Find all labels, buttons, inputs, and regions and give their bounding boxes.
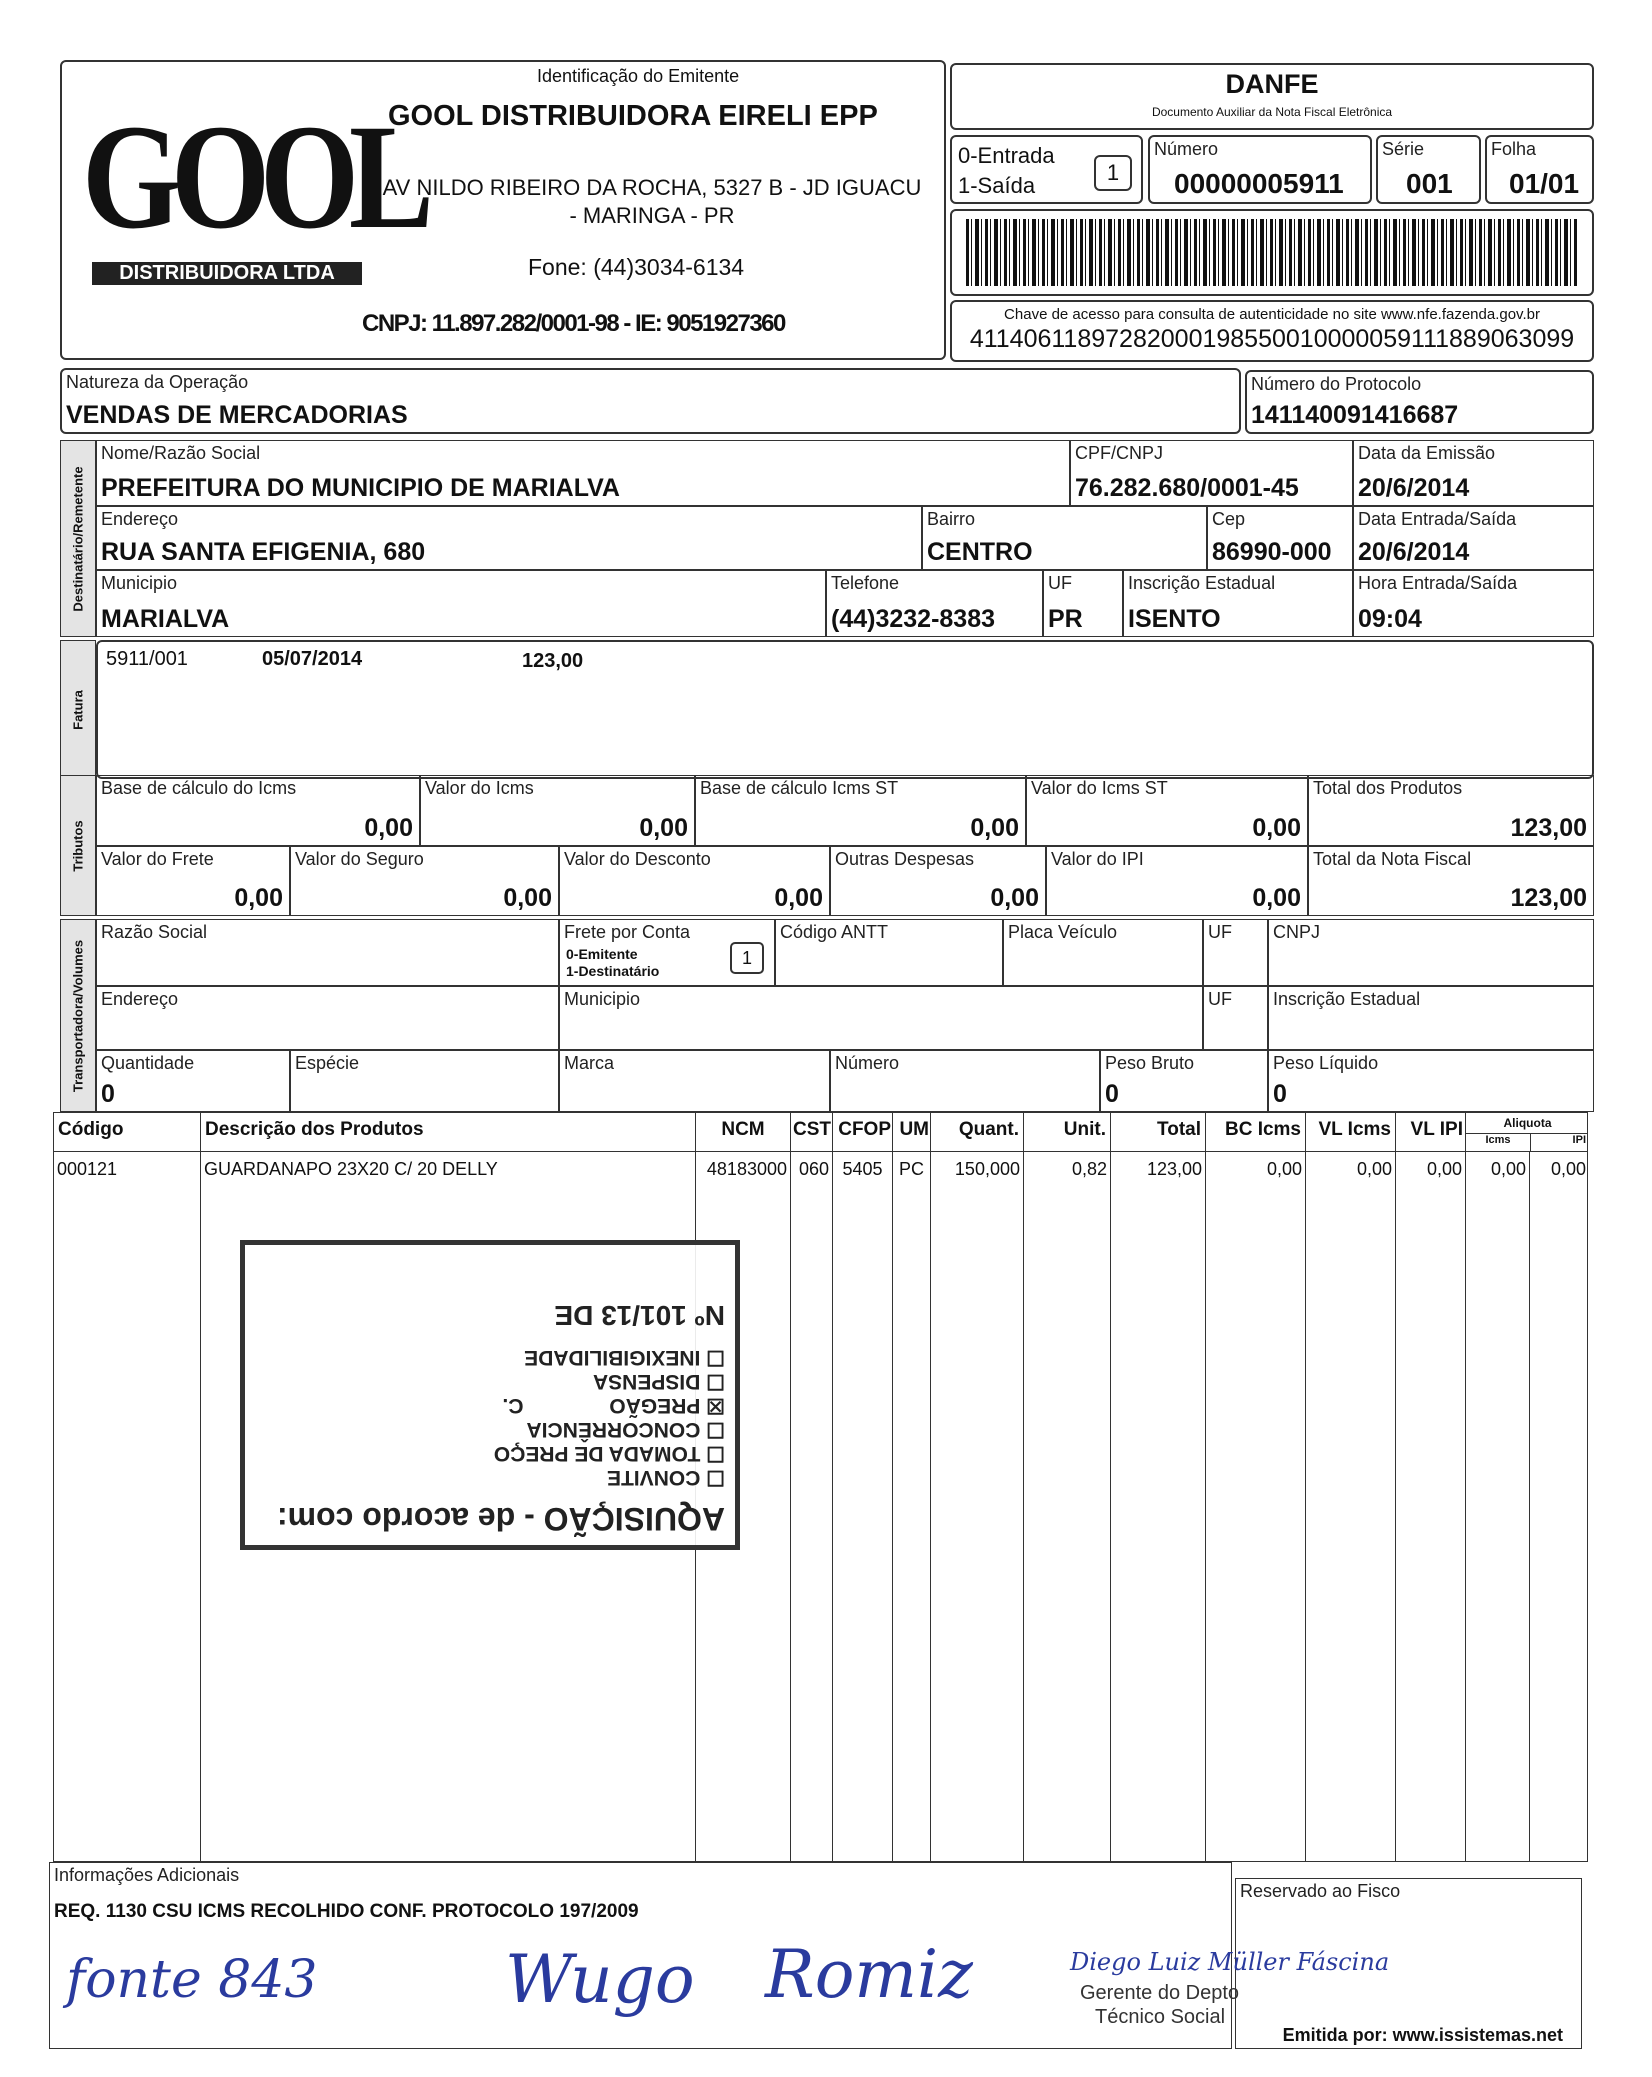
gool-logo	[82, 92, 424, 322]
emitente-address	[372, 174, 932, 230]
label: Frete por Conta	[564, 922, 691, 942]
signature: Romiz	[765, 1936, 973, 2013]
entrada-cell	[1353, 506, 1594, 570]
label: Número	[835, 1053, 900, 1073]
signature-name: Diego Luiz Müller Fáscina	[1070, 1948, 1390, 1976]
saida-label: 1-Saída	[958, 173, 1036, 198]
col-header: Código	[54, 1113, 201, 1151]
fisco-label: Reservado ao Fisco	[1240, 1881, 1401, 1901]
natureza-label: Natureza da Operação	[66, 372, 249, 392]
telefone-cell	[826, 570, 1043, 637]
marca-cell	[559, 1050, 830, 1112]
danfe-title-box	[950, 63, 1594, 130]
acquisition-stamp	[240, 1240, 740, 1550]
folha-value: 01/01	[1509, 168, 1580, 199]
aliq-ipi-label: IPI	[1572, 1134, 1586, 1146]
option-label: CONVITE	[606, 1466, 701, 1489]
value: CENTRO	[927, 538, 1033, 566]
cell-vl-ipi: 0,00	[1396, 1151, 1466, 1861]
label: Quantidade	[101, 1053, 195, 1073]
uf-transp2-cell	[1203, 986, 1268, 1050]
serie-value: 001	[1406, 168, 1453, 199]
municipio-transp-cell	[559, 986, 1203, 1050]
value: 20/6/2014	[1358, 474, 1470, 502]
folha-box	[1485, 135, 1594, 204]
value: 76.282.680/0001-45	[1075, 474, 1299, 502]
value: (44)3232-8383	[831, 605, 996, 633]
quantidade-cell	[96, 1050, 290, 1112]
tipo-value: 1	[1094, 155, 1132, 191]
cell-aliq-ipi: 0,00	[1550, 1159, 1586, 1179]
logo-text: GOOL	[82, 94, 424, 260]
value: 123,00	[1510, 814, 1587, 842]
label: Municipio	[101, 573, 178, 593]
value: ISENTO	[1128, 605, 1221, 633]
cell-bc-icms: 0,00	[1206, 1151, 1306, 1861]
stamp-option: ☐ CONVITE	[606, 1466, 725, 1489]
protocolo-label: Número do Protocolo	[1251, 374, 1422, 394]
outras-despesas-cell	[830, 846, 1046, 916]
label: Cep	[1212, 509, 1246, 529]
value: 123,00	[1510, 884, 1587, 912]
ie-cell	[1123, 570, 1353, 637]
destinatario-side-label	[60, 440, 96, 637]
label: Valor do Icms ST	[1031, 778, 1168, 798]
cell-vl-icms: 0,00	[1306, 1151, 1396, 1861]
value: 20/6/2014	[1358, 538, 1470, 566]
side-text: Fatura	[70, 689, 86, 730]
protocolo-value: 141140091416687	[1251, 401, 1459, 429]
placa-cell	[1003, 919, 1203, 986]
chave-value: 41140611897282000198550010000059111889063099	[969, 325, 1575, 353]
aliq-icms-label: Icms	[1466, 1134, 1531, 1151]
label: Valor do Seguro	[295, 849, 424, 869]
endereco-cell	[96, 506, 922, 570]
emitida-por: Emitida por: www.issistemas.net	[1282, 2025, 1563, 2045]
aliquota-label: Aliquota	[1466, 1113, 1588, 1134]
label: UF	[1208, 922, 1232, 942]
option-label: DISPENSA	[592, 1370, 701, 1393]
entrada-label: 0-Entrada	[958, 143, 1055, 168]
label: Peso Bruto	[1105, 1053, 1195, 1073]
label: Data da Emissão	[1358, 443, 1496, 463]
chave-label: Chave de acesso para consulta de autenticidade no site www.nfe.fazenda.gov.br	[1004, 306, 1540, 323]
side-text: Transportadora/Volumes	[70, 939, 86, 1092]
frete-conta-cell	[559, 919, 775, 986]
emitente-box	[60, 60, 946, 360]
natureza-box	[60, 368, 1241, 434]
label: Valor do Frete	[101, 849, 214, 869]
stamp-option: ☐ TOMADA DE PREÇO	[493, 1442, 725, 1465]
value: 0,00	[234, 884, 283, 912]
col-header: Descrição dos Produtos	[201, 1113, 696, 1151]
side-text: Tributos	[70, 819, 86, 872]
ie-transp-cell	[1268, 986, 1594, 1050]
value: 0,00	[990, 884, 1039, 912]
total-produtos-cell	[1308, 775, 1594, 846]
stamp-option: ☐ DISPENSA	[592, 1370, 725, 1393]
label: Municipio	[564, 989, 641, 1009]
fatura-vencimento: 05/07/2014	[262, 648, 363, 670]
label: Espécie	[295, 1053, 360, 1073]
especie-cell	[290, 1050, 559, 1112]
barcode-box	[950, 209, 1594, 296]
barcode	[966, 219, 1578, 286]
cell-cfop: 5405	[833, 1151, 893, 1861]
info-label: Informações Adicionais	[54, 1865, 240, 1885]
logo-subtext: DISTRIBUIDORA LTDA	[92, 262, 362, 285]
label: Placa Veículo	[1008, 922, 1118, 942]
signature-title: Gerente do Depto	[1080, 1982, 1239, 2004]
value: RUA SANTA EFIGENIA, 680	[101, 538, 426, 566]
valor-icms-st-cell	[1026, 775, 1308, 846]
value: MARIALVA	[101, 605, 230, 633]
frete-option: 0-Emitente	[566, 946, 638, 962]
frete-option: 1-Destinatário	[566, 963, 660, 979]
stamp-option: ☒ PREGÃO C.	[502, 1394, 725, 1417]
col-header: VL Icms	[1306, 1113, 1396, 1151]
value: 09:04	[1358, 605, 1422, 633]
cep-cell	[1207, 506, 1353, 570]
label: Outras Despesas	[835, 849, 975, 869]
peso-bruto-cell	[1100, 1050, 1268, 1112]
cell-aliq-icms: 0,00	[1466, 1151, 1530, 1861]
value: 0,00	[503, 884, 552, 912]
numero-transp-cell	[830, 1050, 1100, 1112]
col-header: Total	[1111, 1113, 1206, 1151]
label: UF	[1048, 573, 1072, 593]
col-header: Unit.	[1024, 1113, 1111, 1151]
fatura-numero: 5911/001	[106, 648, 188, 670]
col-header: CFOP	[833, 1113, 893, 1151]
fatura-side-label	[60, 640, 96, 779]
label: Endereço	[101, 509, 179, 529]
label: Hora Entrada/Saída	[1358, 573, 1518, 593]
frete-cell	[96, 846, 290, 916]
tipo-box	[950, 135, 1143, 204]
emitente-name: GOOL DISTRIBUIDORA EIRELI EPP	[388, 100, 878, 132]
total-nota-cell	[1308, 846, 1594, 916]
serie-box	[1376, 135, 1481, 204]
protocolo-box	[1245, 370, 1594, 434]
stamp-option: ☐ INEXIGIBILIDADE	[524, 1346, 725, 1369]
folha-label: Folha	[1491, 139, 1537, 159]
signature: Wugo	[505, 1941, 695, 2018]
emitente-phone: Fone: (44)3034-6134	[528, 254, 745, 280]
chave-box	[950, 300, 1594, 362]
cell-ncm: 48183000	[696, 1151, 791, 1861]
label: Base de cálculo Icms ST	[700, 778, 899, 798]
numero-label: Número	[1154, 139, 1219, 159]
label: Inscrição Estadual	[1273, 989, 1421, 1009]
danfe-subtitle: Documento Auxiliar da Nota Fiscal Eletrônica	[1151, 105, 1393, 119]
label: Razão Social	[101, 922, 208, 942]
valor-icms-cell	[420, 775, 695, 846]
label: UF	[1208, 989, 1232, 1009]
signature-title: Técnico Social	[1095, 2006, 1226, 2028]
endereco-transp-cell	[96, 986, 559, 1050]
fatura-box	[96, 640, 1594, 779]
nome-cell	[96, 440, 1070, 506]
label: Marca	[564, 1053, 615, 1073]
municipio-cell	[96, 570, 826, 637]
option-label: CONCORRÊNCIA	[526, 1418, 701, 1441]
bc-icms-st-cell	[695, 775, 1026, 846]
col-header: CST	[791, 1113, 833, 1151]
emitente-cnpj: CNPJ: 11.897.282/0001-98 - IE: 9051927360	[362, 310, 785, 337]
label: Endereço	[101, 989, 179, 1009]
label: Bairro	[927, 509, 976, 529]
value: 86990-000	[1212, 538, 1332, 566]
danfe-title: DANFE	[1225, 69, 1319, 99]
col-header: Quant.	[931, 1113, 1024, 1151]
cnpj-transp-cell	[1268, 919, 1594, 986]
option-label: PREGÃO	[609, 1394, 701, 1417]
label: Código ANTT	[780, 922, 889, 942]
cnpj-cell	[1070, 440, 1353, 506]
emitente-label: Identificação do Emitente	[537, 66, 740, 86]
label: Data Entrada/Saída	[1358, 509, 1517, 529]
value: 0,00	[639, 814, 688, 842]
info-text: REQ. 1130 CSU ICMS RECOLHIDO CONF. PROTOCOLO 197/2009	[54, 1901, 639, 1922]
value: 0,00	[1252, 814, 1301, 842]
numero-value: 00000005911	[1174, 168, 1344, 199]
razao-cell	[96, 919, 559, 986]
uf-cell	[1043, 570, 1123, 637]
label: Total da Nota Fiscal	[1313, 849, 1472, 869]
antt-cell	[775, 919, 1003, 986]
tributos-side-label	[60, 775, 96, 916]
label: CNPJ	[1273, 922, 1321, 942]
stamp-numero: Nº 101/13 DE	[554, 1300, 725, 1331]
value: 0,00	[774, 884, 823, 912]
label: Peso Líquido	[1273, 1053, 1379, 1073]
bc-icms-cell	[96, 775, 420, 846]
cell-codigo: 000121	[54, 1151, 201, 1861]
transporte-side-label	[60, 919, 96, 1112]
cell-unit: 0,82	[1024, 1151, 1111, 1861]
value: 0,00	[970, 814, 1019, 842]
stamp-option: ☐ CONCORRÊNCIA	[526, 1418, 725, 1441]
hora-cell	[1353, 570, 1594, 637]
peso-liquido-cell	[1268, 1050, 1594, 1112]
col-header: BC Icms	[1206, 1113, 1306, 1151]
col-header: VL IPI	[1396, 1113, 1466, 1151]
value: 0	[101, 1080, 115, 1108]
address-line: - MARINGA - PR	[569, 203, 735, 228]
cell-cst: 060	[791, 1151, 833, 1861]
value: 0,00	[364, 814, 413, 842]
value: 0	[1273, 1080, 1287, 1108]
value: PR	[1048, 605, 1083, 633]
label: Valor do Desconto	[564, 849, 711, 869]
bairro-cell	[922, 506, 1207, 570]
frete-value: 1	[730, 942, 764, 974]
handwritten-note: fonte 843	[66, 1950, 318, 2010]
cell-descricao: GUARDANAPO 23X20 C/ 20 DELLY	[201, 1151, 696, 1861]
aliquota-header	[1466, 1113, 1588, 1151]
option-label: TOMADA DE PREÇO	[493, 1442, 701, 1465]
label: Telefone	[831, 573, 900, 593]
seguro-cell	[290, 846, 559, 916]
value: 0,00	[1252, 884, 1301, 912]
numero-box	[1148, 135, 1372, 204]
label: Valor do IPI	[1051, 849, 1144, 869]
ipi-cell	[1046, 846, 1308, 916]
fatura-valor: 123,00	[522, 650, 584, 672]
serie-label: Série	[1382, 139, 1425, 159]
label: Base de cálculo do Icms	[101, 778, 297, 798]
desconto-cell	[559, 846, 830, 916]
label: Total dos Produtos	[1313, 778, 1463, 798]
pregao-suffix: C.	[502, 1394, 524, 1417]
col-header: UM	[893, 1113, 931, 1151]
cell-total: 123,00	[1111, 1151, 1206, 1861]
cell-quant: 150,000	[931, 1151, 1024, 1861]
stamp-options	[494, 1345, 725, 1489]
label: Valor do Icms	[425, 778, 534, 798]
option-label: INEXIGIBILIDADE	[524, 1346, 701, 1369]
value: 0	[1105, 1080, 1119, 1108]
natureza-value: VENDAS DE MERCADORIAS	[66, 401, 408, 429]
uf-transp-cell	[1203, 919, 1268, 986]
col-header: NCM	[696, 1113, 791, 1151]
label: Inscrição Estadual	[1128, 573, 1276, 593]
side-text: Destinatário/Remetente	[70, 465, 86, 612]
emissao-cell	[1353, 440, 1594, 506]
value: PREFEITURA DO MUNICIPIO DE MARIALVA	[101, 474, 620, 502]
stamp-title: AQUISIÇÃO - de acordo com:	[276, 1501, 725, 1537]
label: Nome/Razão Social	[101, 443, 261, 463]
address-line: AV NILDO RIBEIRO DA ROCHA, 5327 B - JD IGUACU	[382, 175, 922, 200]
label: CPF/CNPJ	[1075, 443, 1164, 463]
cell-um: PC	[893, 1151, 931, 1861]
